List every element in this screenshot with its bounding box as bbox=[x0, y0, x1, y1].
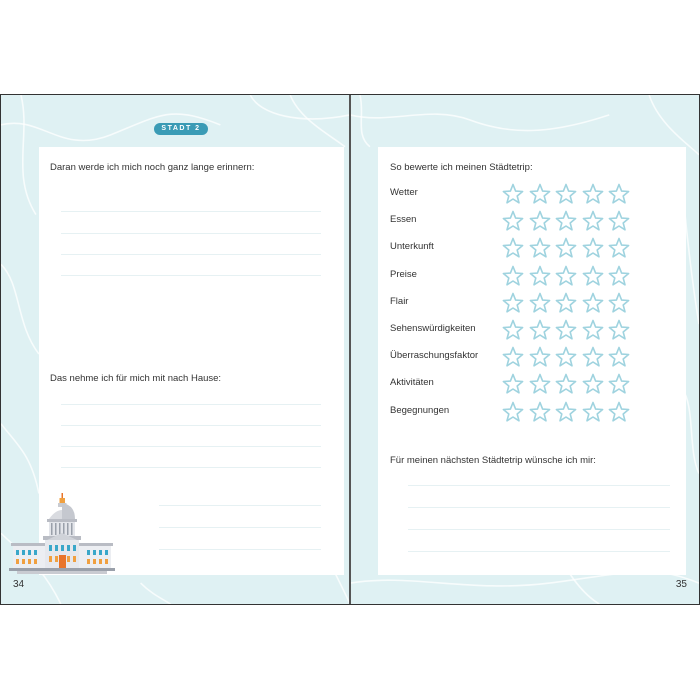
rating-row bbox=[390, 183, 680, 205]
star-icon[interactable] bbox=[502, 373, 524, 395]
right-card bbox=[378, 147, 686, 575]
rating-row bbox=[390, 210, 680, 232]
book-gutter bbox=[349, 95, 351, 604]
star-icon[interactable] bbox=[502, 346, 524, 368]
star-icon[interactable] bbox=[529, 265, 551, 287]
right-page bbox=[350, 95, 700, 604]
rating-label: Preise bbox=[390, 268, 417, 280]
writing-line bbox=[408, 507, 670, 508]
writing-line bbox=[61, 254, 321, 255]
star-icon[interactable] bbox=[555, 265, 577, 287]
writing-line bbox=[408, 485, 670, 486]
rating-row bbox=[390, 401, 680, 423]
star-icon[interactable] bbox=[502, 210, 524, 232]
star-icon[interactable] bbox=[582, 346, 604, 368]
writing-line bbox=[61, 467, 321, 468]
rating-label: Aktivitäten bbox=[390, 377, 434, 389]
writing-line bbox=[61, 275, 321, 276]
star-icon[interactable] bbox=[555, 346, 577, 368]
star-icon[interactable] bbox=[608, 319, 630, 341]
star-icon[interactable] bbox=[582, 401, 604, 423]
star-icon[interactable] bbox=[529, 183, 551, 205]
left-page bbox=[0, 95, 350, 604]
rating-label: Unterkunft bbox=[390, 241, 434, 253]
page-number-right: 35 bbox=[675, 579, 687, 590]
writing-line bbox=[61, 404, 321, 405]
star-icon[interactable] bbox=[529, 237, 551, 259]
star-icon[interactable] bbox=[608, 210, 630, 232]
rating-label: Wetter bbox=[390, 187, 418, 198]
star-icon[interactable] bbox=[555, 319, 577, 341]
star-icon[interactable] bbox=[502, 265, 524, 287]
star-icon[interactable] bbox=[529, 319, 551, 341]
page-number-left: 34 bbox=[13, 579, 25, 590]
star-icon[interactable] bbox=[502, 319, 524, 341]
star-icon[interactable] bbox=[608, 373, 630, 395]
star-icon[interactable] bbox=[582, 183, 604, 205]
star-icon[interactable] bbox=[555, 210, 577, 232]
star-icon[interactable] bbox=[529, 210, 551, 232]
writing-line bbox=[159, 527, 321, 528]
rating-row bbox=[390, 319, 680, 341]
wish-prompt: Für meinen nächsten Städtetrip wünsche ich mir: bbox=[390, 455, 596, 466]
writing-line bbox=[159, 549, 321, 550]
rating-row bbox=[390, 373, 680, 395]
star-icon[interactable] bbox=[608, 292, 630, 314]
rating-label: Begegnungen bbox=[390, 404, 450, 416]
writing-line bbox=[408, 551, 670, 552]
star-icon[interactable] bbox=[555, 401, 577, 423]
writing-line bbox=[61, 425, 321, 426]
rating-label: Essen bbox=[390, 214, 417, 226]
rating-row bbox=[390, 265, 680, 287]
star-icon[interactable] bbox=[608, 265, 630, 287]
star-icon[interactable] bbox=[608, 237, 630, 259]
rating-label: Sehenswürdigkeiten bbox=[390, 323, 476, 334]
city-badge: STADT 2 bbox=[154, 123, 208, 135]
star-icon[interactable] bbox=[582, 319, 604, 341]
star-icon[interactable] bbox=[555, 183, 577, 205]
writing-line bbox=[61, 446, 321, 447]
star-icon[interactable] bbox=[529, 292, 551, 314]
star-icon[interactable] bbox=[529, 401, 551, 423]
star-icon[interactable] bbox=[529, 346, 551, 368]
star-icon[interactable] bbox=[502, 292, 524, 314]
rating-row bbox=[390, 237, 680, 259]
star-icon[interactable] bbox=[582, 292, 604, 314]
writing-line bbox=[408, 529, 670, 530]
takeaway-prompt: Das nehme ich für mich mit nach Hause: bbox=[50, 373, 222, 384]
capitol-building-icon bbox=[9, 493, 117, 577]
star-icon[interactable] bbox=[582, 373, 604, 395]
star-icon[interactable] bbox=[555, 237, 577, 259]
star-icon[interactable] bbox=[529, 373, 551, 395]
writing-line bbox=[159, 505, 321, 506]
star-icon[interactable] bbox=[502, 401, 524, 423]
star-icon[interactable] bbox=[502, 237, 524, 259]
rating-row bbox=[390, 346, 680, 368]
rating-title: So bewerte ich meinen Städtetrip: bbox=[390, 162, 533, 173]
rating-row bbox=[390, 292, 680, 314]
star-icon[interactable] bbox=[582, 265, 604, 287]
writing-line bbox=[61, 233, 321, 234]
memory-prompt: Daran werde ich mich noch ganz lange erinnern: bbox=[50, 162, 255, 173]
star-icon[interactable] bbox=[582, 237, 604, 259]
writing-line bbox=[61, 211, 321, 212]
star-icon[interactable] bbox=[608, 401, 630, 423]
rating-label: Flair bbox=[390, 295, 409, 307]
star-icon[interactable] bbox=[555, 373, 577, 395]
rating-label: Überraschungsfaktor bbox=[390, 350, 479, 362]
star-icon[interactable] bbox=[502, 183, 524, 205]
star-icon[interactable] bbox=[555, 292, 577, 314]
book-spread bbox=[0, 94, 700, 605]
star-icon[interactable] bbox=[608, 346, 630, 368]
star-icon[interactable] bbox=[582, 210, 604, 232]
star-icon[interactable] bbox=[608, 183, 630, 205]
